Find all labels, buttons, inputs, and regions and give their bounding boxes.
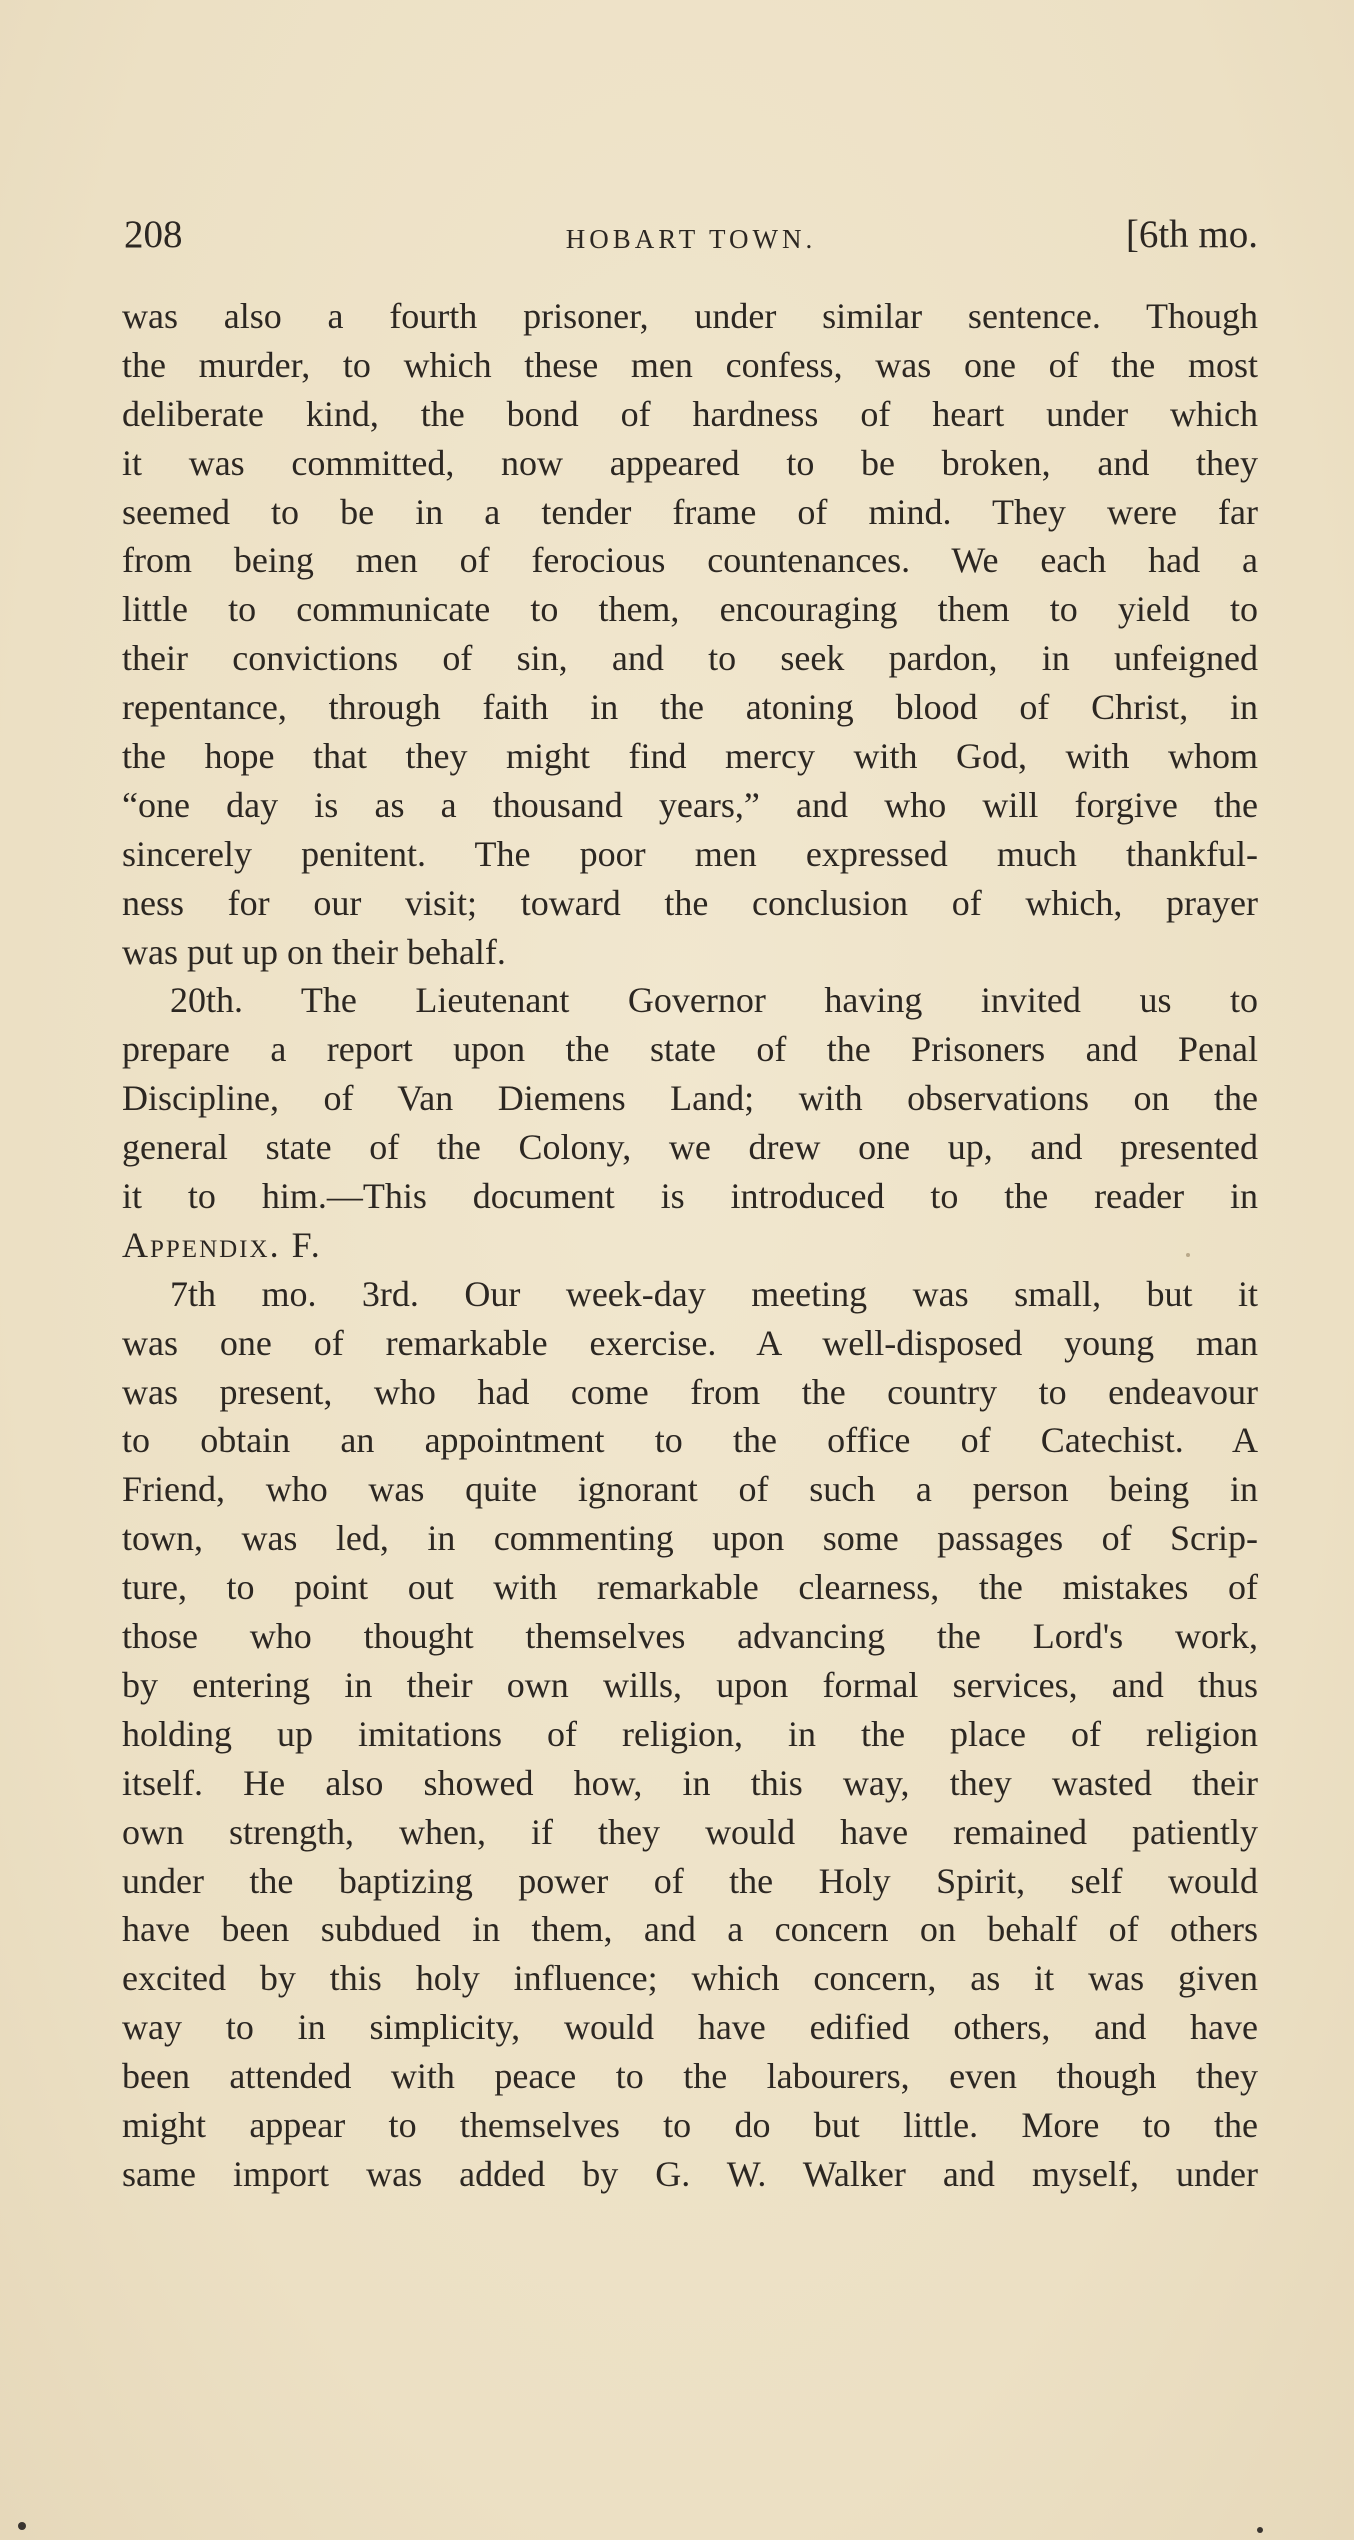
text-line: Appendix. F. bbox=[122, 1224, 322, 1265]
text-line: was present, who had come from the country to endeavour bbox=[122, 1371, 1258, 1412]
text-line: prepare a report upon the state of the Prisoners and Penal bbox=[122, 1029, 1258, 1070]
text-line: seemed to be in a tender frame of mind. They were far bbox=[122, 491, 1258, 532]
text-line: those who thought themselves advancing the Lord's work, bbox=[122, 1616, 1258, 1657]
text-line: holding up imitations of religion, in the place of religion bbox=[122, 1713, 1258, 1754]
page-number: 208 bbox=[124, 213, 183, 256]
running-head: HOBART TOWN. bbox=[565, 224, 817, 254]
paper-speck bbox=[18, 2522, 26, 2530]
text-line: the hope that they might find mercy with God, with whom bbox=[122, 736, 1258, 777]
text-line: Discipline, of Van Diemens Land; with observations on the bbox=[122, 1078, 1258, 1119]
text-line: to obtain an appointment to the office of Catechist. A bbox=[122, 1420, 1258, 1461]
text-line: was also a fourth prisoner, under similar sentence. Though bbox=[122, 296, 1258, 336]
text-line: was put up on their behalf. bbox=[122, 931, 506, 972]
text-line: under the baptizing power of the Holy Spirit, self would bbox=[122, 1860, 1258, 1901]
text-line: town, was led, in commenting upon some passages of Scrip- bbox=[122, 1518, 1258, 1559]
text-line: might appear to themselves to do but little. More to the bbox=[122, 2104, 1258, 2145]
body-text bbox=[122, 292, 1258, 2199]
text-line: ture, to point out with remarkable clearness, the mistakes of bbox=[122, 1567, 1258, 1608]
text-line: was one of remarkable exercise. A well-disposed young man bbox=[122, 1322, 1258, 1363]
text-line: 7th mo. 3rd. Our week-day meeting was small, but it bbox=[170, 1273, 1258, 1314]
text-line: from being men of ferocious countenances. We each had a bbox=[122, 540, 1258, 581]
text-line: 20th. The Lieutenant Governor having invited us to bbox=[170, 980, 1258, 1021]
text-line: general state of the Colony, we drew one up, and presented bbox=[122, 1127, 1258, 1168]
text-line: by entering in their own wills, upon formal services, and thus bbox=[122, 1664, 1258, 1705]
text-line: it was committed, now appeared to be broken, and they bbox=[122, 442, 1258, 483]
text-line: the murder, to which these men confess, was one of the most bbox=[122, 344, 1258, 385]
page-header bbox=[124, 212, 1258, 272]
text-line: repentance, through faith in the atoning blood of Christ, in bbox=[122, 687, 1258, 728]
text-line: deliberate kind, the bond of hardness of heart under which bbox=[122, 393, 1258, 434]
text-line: ness for our visit; toward the conclusion of which, prayer bbox=[122, 882, 1258, 923]
text-line: “one day is as a thousand years,” and who will forgive the bbox=[122, 784, 1258, 825]
section-mark: [6th mo. bbox=[1125, 213, 1258, 256]
text-line: own strength, when, if they would have remained patiently bbox=[122, 1811, 1258, 1852]
text-line: way to in simplicity, would have edified others, and have bbox=[122, 2007, 1258, 2048]
text-line: it to him.—This document is introduced to the reader in bbox=[122, 1176, 1258, 1217]
text-line: have been subdued in them, and a concern on behalf of others bbox=[122, 1909, 1258, 1950]
text-line: their convictions of sin, and to seek pardon, in unfeigned bbox=[122, 638, 1258, 679]
text-line: sincerely penitent. The poor men expressed much thankful- bbox=[122, 833, 1258, 874]
text-line: itself. He also showed how, in this way, they wasted their bbox=[122, 1762, 1258, 1803]
text-line: excited by this holy influence; which concern, as it was given bbox=[122, 1958, 1258, 1999]
text-line: same import was added by G. W. Walker and myself, under bbox=[122, 2153, 1258, 2194]
text-line: little to communicate to them, encouraging them to yield to bbox=[122, 589, 1258, 630]
text-line: Friend, who was quite ignorant of such a person being in bbox=[122, 1469, 1258, 1510]
paper-speck bbox=[1257, 2527, 1263, 2533]
text-line: been attended with peace to the labourers, even though they bbox=[122, 2056, 1258, 2097]
